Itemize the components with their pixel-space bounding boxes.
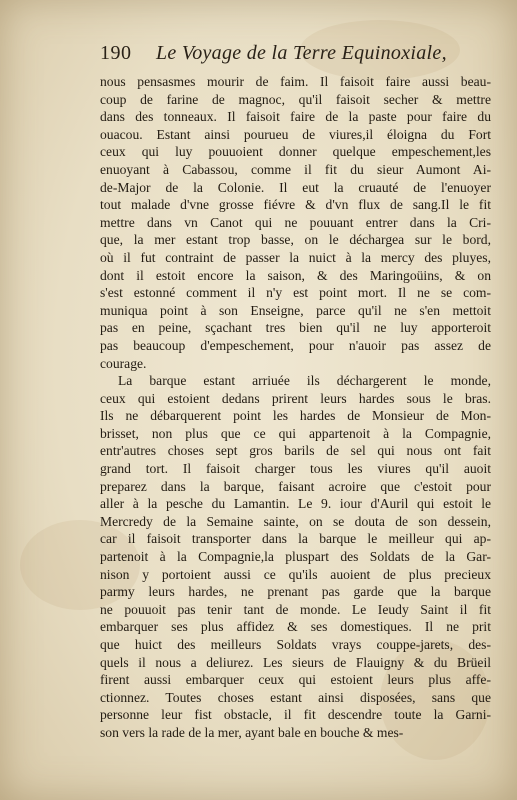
text-line: entr'autres choses sept gros barils de sel qui nous ont fait: [100, 443, 491, 459]
page-number: 190: [100, 42, 132, 64]
text-line: nous pensasmes mourir de faim. Il faisoit faire aussi beau-: [100, 74, 491, 89]
text-line: ceux qui luy pouuoient donner quelque empeschement,les: [100, 144, 491, 160]
text-line: grand tort. Il faisoit charger tous les viures qu'il auoit: [100, 461, 491, 477]
text-line: que huict des meilleurs Soldats vrays couppe-jarets, des-: [100, 637, 491, 652]
text-line: ceux qui estoient dedans prirent leurs hardes sous le bras.: [100, 390, 491, 406]
text-line: car il faisoit transporter dans la barque le meilleur qui ap-: [100, 531, 491, 547]
text-line: personne leur fist obstacle, il fit descendre toute la Garni-: [100, 707, 491, 723]
text-line: pas beaucoup d'empeschement, pour n'auoir pas assez de: [100, 337, 491, 353]
text-line: brisset, non plus que ce qui appartenoit à la Compagnie,: [100, 425, 491, 441]
text-line: mettre dans vn Canot qui ne pouuant entrer dans la Cri-: [100, 214, 491, 230]
text-line: de-Major de la Colonie. Il eut la cruauté de l'enuoyer: [100, 179, 491, 195]
text-line: muniqua point à son Enseigne, parce qu'il ne s'en mettoit: [100, 302, 491, 318]
page-header: [100, 38, 492, 68]
text-line: partenoit à la Compagnie,la pluspart des Soldats de la Gar-: [100, 549, 491, 565]
text-line: quels il nous a deliurez. Les sieurs de Flauigny & du Brüeil: [100, 654, 491, 670]
paragraph: [100, 73, 491, 372]
text-line: parmy leurs hardes, ne prenant pas garde que la barque: [100, 584, 491, 600]
paragraph: [100, 372, 491, 741]
text-line: ctionnez. Toutes choses estant ainsi disposées, sans que: [100, 689, 491, 705]
running-title: Le Voyage de la Terre Equinoxiale,: [156, 42, 447, 64]
text-line: Mercredy de la Semaine sainte, on se douta de son dessein,: [100, 513, 491, 529]
text-line: aller à la pesche du Lamantin. Le 9. iour d'Auril qui estoit le: [100, 496, 491, 512]
text-line: courage.: [100, 355, 147, 371]
text-line: nison y portoient aussi ce qu'ils auoient de plus precieux: [100, 566, 491, 582]
text-line: firent aussi embarquer ceux qui estoient leurs plus affe-: [100, 672, 491, 688]
text-line: coup de farine de magnoc, qu'il faisoit secher & mettre: [100, 91, 491, 107]
text-line: ouacou. Estant ainsi pourueu de viures,il éloigna du Fort: [100, 126, 491, 142]
text-line: tout malade d'vne grosse fiévre & d'vn flux de sang.Il le fit: [100, 197, 491, 213]
text-line: que, la mer estant trop basse, on le déchargea sur le bord,: [100, 232, 491, 248]
text-line: où il fut contraint de passer la nuict à la mercy des pluyes,: [100, 249, 491, 265]
text-line: embarquer ses plus affidez & ses domestiques. Il ne prit: [100, 619, 491, 635]
text-line: ne pouuoit pas tenir tant de monde. Le Ieudy Saint il fit: [100, 601, 491, 617]
text-line: pas en peine, sçachant tres bien qu'il ne luy apporteroit: [100, 320, 491, 336]
text-line: enuoyant à Cabassou, comme il fit du sieur Aumont Ai-: [100, 161, 491, 177]
text-line: Ils ne débarquerent point les hardes de Monsieur de Mon-: [100, 408, 491, 424]
body-text: [100, 73, 491, 742]
text-line: s'est estonné comment il n'y est point mort. Il ne se com-: [100, 285, 491, 301]
text-line: La barque estant arriuée ils déchargerent le monde,: [118, 373, 491, 389]
text-line: dont il estoit encore la saison, & des Maringoüins, & on: [100, 267, 491, 283]
text-line: dans des tonneaux. Il faisoit faire de la paste pour faire du: [100, 109, 491, 125]
text-line: son vers la rade de la mer, ayant bale en bouche & mes-: [100, 724, 404, 740]
text-line: preparez dans la barque, faisant acroire que c'estoit pour: [100, 478, 491, 494]
